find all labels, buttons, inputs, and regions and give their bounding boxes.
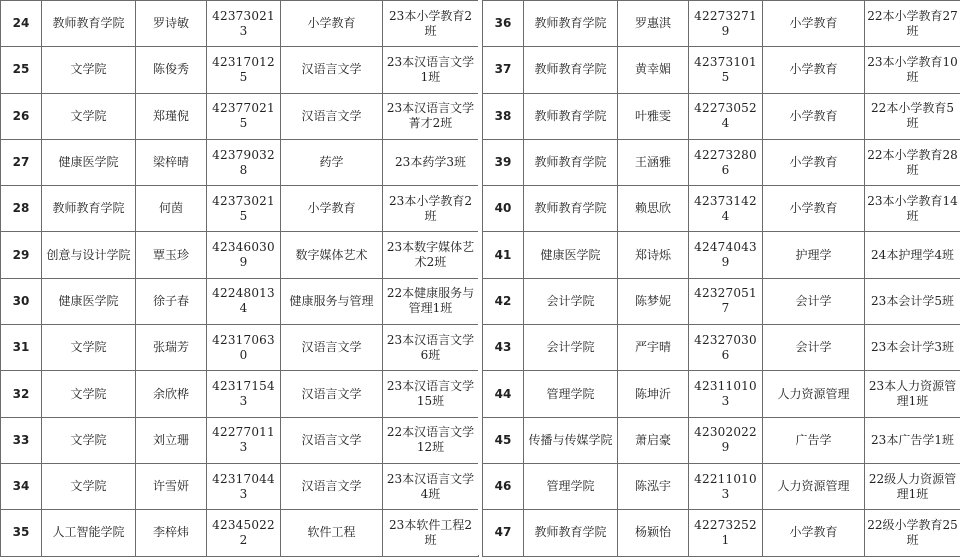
major-cell: 小学教育 [763, 93, 865, 139]
major-cell: 汉语言文学 [281, 463, 383, 509]
student-name-cell: 陈坤沂 [618, 371, 689, 417]
table-row [483, 139, 960, 185]
student-name-cell: 何茵 [136, 186, 207, 232]
class-cell: 23本小学教育10班 [865, 47, 960, 93]
row-number-cell: 29 [1, 232, 42, 278]
class-cell: 22本小学教育28班 [865, 139, 960, 185]
college-cell: 会计学院 [524, 278, 618, 324]
row-number-cell: 27 [1, 139, 42, 185]
row-number-cell: 39 [483, 139, 524, 185]
student-name-cell: 陈泓宇 [618, 463, 689, 509]
major-cell: 小学教育 [763, 186, 865, 232]
class-cell: 23本汉语言文学4班 [383, 463, 479, 509]
row-number-cell: 30 [1, 278, 42, 324]
college-cell: 教师教育学院 [524, 93, 618, 139]
major-cell: 药学 [281, 139, 383, 185]
table-row [483, 371, 960, 417]
student-name-cell: 梁梓晴 [136, 139, 207, 185]
student-name-cell: 郑诗烁 [618, 232, 689, 278]
student-id-cell: 423731015 [689, 47, 763, 93]
student-id-cell: 422480134 [207, 278, 281, 324]
student-name-cell: 严宇晴 [618, 325, 689, 371]
student-name-cell: 杨颖怡 [618, 510, 689, 556]
college-cell: 教师教育学院 [524, 47, 618, 93]
class-cell: 22本健康服务与管理1班 [383, 278, 479, 324]
student-name-cell: 刘立珊 [136, 417, 207, 463]
student-id-cell: 423730213 [207, 1, 281, 47]
major-cell: 人力资源管理 [763, 371, 865, 417]
student-id-cell: 423270306 [689, 325, 763, 371]
table-row [1, 510, 479, 556]
table-row [483, 1, 960, 47]
table-row [483, 417, 960, 463]
row-number-cell: 34 [1, 463, 42, 509]
table-row [1, 463, 479, 509]
student-id-cell: 423170125 [207, 47, 281, 93]
table-row [1, 232, 479, 278]
college-cell: 教师教育学院 [524, 510, 618, 556]
major-cell: 汉语言文学 [281, 93, 383, 139]
table-row [1, 325, 479, 371]
student-id-cell: 423450222 [207, 510, 281, 556]
class-cell: 23本小学教育2班 [383, 186, 479, 232]
major-cell: 小学教育 [763, 510, 865, 556]
class-cell: 23本软件工程2班 [383, 510, 479, 556]
major-cell: 会计学 [763, 325, 865, 371]
major-cell: 小学教育 [763, 1, 865, 47]
college-cell: 文学院 [42, 47, 136, 93]
student-name-cell: 覃玉珍 [136, 232, 207, 278]
college-cell: 教师教育学院 [524, 1, 618, 47]
student-id-cell: 424740439 [689, 232, 763, 278]
college-cell: 传播与传媒学院 [524, 417, 618, 463]
student-name-cell: 叶雅雯 [618, 93, 689, 139]
major-cell: 小学教育 [763, 139, 865, 185]
student-name-cell: 李梓炜 [136, 510, 207, 556]
row-number-cell: 24 [1, 1, 42, 47]
class-cell: 23本小学教育2班 [383, 1, 479, 47]
college-cell: 管理学院 [524, 463, 618, 509]
college-cell: 健康医学院 [524, 232, 618, 278]
student-name-cell: 赖思欣 [618, 186, 689, 232]
student-name-cell: 余欣桦 [136, 371, 207, 417]
row-number-cell: 46 [483, 463, 524, 509]
student-id-cell: 423460309 [207, 232, 281, 278]
college-cell: 人工智能学院 [42, 510, 136, 556]
row-number-cell: 25 [1, 47, 42, 93]
table-row [483, 325, 960, 371]
student-name-cell: 许雪妍 [136, 463, 207, 509]
table-row [1, 47, 479, 93]
table-row [483, 463, 960, 509]
row-number-cell: 41 [483, 232, 524, 278]
class-cell: 23本人力资源管理1班 [865, 371, 960, 417]
row-number-cell: 47 [483, 510, 524, 556]
major-cell: 护理学 [763, 232, 865, 278]
table-row [483, 232, 960, 278]
table-row [1, 278, 479, 324]
class-cell: 22级人力资源管理1班 [865, 463, 960, 509]
student-id-cell: 423731424 [689, 186, 763, 232]
table-row [1, 93, 479, 139]
college-cell: 教师教育学院 [524, 186, 618, 232]
row-number-cell: 37 [483, 47, 524, 93]
student-id-cell: 423770215 [207, 93, 281, 139]
student-id-cell: 422732806 [689, 139, 763, 185]
class-cell: 23本会计学5班 [865, 278, 960, 324]
class-cell: 23本数字媒体艺术2班 [383, 232, 479, 278]
table-row [483, 186, 960, 232]
student-name-cell: 黄幸媚 [618, 47, 689, 93]
row-number-cell: 35 [1, 510, 42, 556]
table-row [1, 139, 479, 185]
table-row [1, 186, 479, 232]
student-id-cell: 423790328 [207, 139, 281, 185]
student-id-cell: 423171543 [207, 371, 281, 417]
college-cell: 教师教育学院 [524, 139, 618, 185]
college-cell: 文学院 [42, 325, 136, 371]
row-number-cell: 40 [483, 186, 524, 232]
student-id-cell: 423270517 [689, 278, 763, 324]
row-number-cell: 32 [1, 371, 42, 417]
major-cell: 会计学 [763, 278, 865, 324]
major-cell: 汉语言文学 [281, 417, 383, 463]
student-name-cell: 萧启豪 [618, 417, 689, 463]
college-cell: 创意与设计学院 [42, 232, 136, 278]
class-cell: 23本汉语言文学1班 [383, 47, 479, 93]
college-cell: 健康医学院 [42, 139, 136, 185]
roster-table-right [482, 0, 960, 557]
major-cell: 汉语言文学 [281, 325, 383, 371]
row-number-cell: 36 [483, 1, 524, 47]
class-cell: 22级小学教育25班 [865, 510, 960, 556]
major-cell: 汉语言文学 [281, 371, 383, 417]
table-row [483, 93, 960, 139]
class-cell: 23本会计学3班 [865, 325, 960, 371]
major-cell: 数字媒体艺术 [281, 232, 383, 278]
row-number-cell: 33 [1, 417, 42, 463]
student-id-cell: 423170443 [207, 463, 281, 509]
row-number-cell: 42 [483, 278, 524, 324]
major-cell: 健康服务与管理 [281, 278, 383, 324]
table-row [1, 1, 479, 47]
student-id-cell: 422732719 [689, 1, 763, 47]
student-name-cell: 郑瑾倪 [136, 93, 207, 139]
student-id-cell: 423730215 [207, 186, 281, 232]
student-id-cell: 422110103 [689, 463, 763, 509]
student-id-cell: 423020229 [689, 417, 763, 463]
class-cell: 24本护理学4班 [865, 232, 960, 278]
student-name-cell: 陈梦妮 [618, 278, 689, 324]
major-cell: 广告学 [763, 417, 865, 463]
row-number-cell: 28 [1, 186, 42, 232]
table-row [1, 417, 479, 463]
row-number-cell: 44 [483, 371, 524, 417]
college-cell: 文学院 [42, 417, 136, 463]
college-cell: 会计学院 [524, 325, 618, 371]
class-cell: 23本汉语言文学6班 [383, 325, 479, 371]
table-row [483, 510, 960, 556]
roster-table-left [0, 0, 479, 557]
table-row [483, 278, 960, 324]
class-cell: 22本小学教育27班 [865, 1, 960, 47]
college-cell: 教师教育学院 [42, 1, 136, 47]
table-row [1, 371, 479, 417]
class-cell: 22本小学教育5班 [865, 93, 960, 139]
student-id-cell: 423110103 [689, 371, 763, 417]
college-cell: 文学院 [42, 93, 136, 139]
roster-table-left-body [1, 1, 479, 557]
student-name-cell: 陈俊秀 [136, 47, 207, 93]
major-cell: 软件工程 [281, 510, 383, 556]
class-cell: 23本广告学1班 [865, 417, 960, 463]
major-cell: 小学教育 [763, 47, 865, 93]
major-cell: 小学教育 [281, 1, 383, 47]
row-number-cell: 43 [483, 325, 524, 371]
college-cell: 教师教育学院 [42, 186, 136, 232]
class-cell: 23本药学3班 [383, 139, 479, 185]
table-row [483, 47, 960, 93]
class-cell: 23本小学教育14班 [865, 186, 960, 232]
college-cell: 文学院 [42, 463, 136, 509]
major-cell: 汉语言文学 [281, 47, 383, 93]
student-id-cell: 422730524 [689, 93, 763, 139]
college-cell: 健康医学院 [42, 278, 136, 324]
row-number-cell: 38 [483, 93, 524, 139]
student-name-cell: 罗惠淇 [618, 1, 689, 47]
college-cell: 管理学院 [524, 371, 618, 417]
student-id-cell: 423170630 [207, 325, 281, 371]
row-number-cell: 45 [483, 417, 524, 463]
row-number-cell: 31 [1, 325, 42, 371]
student-name-cell: 罗诗敏 [136, 1, 207, 47]
class-cell: 23本汉语言文学15班 [383, 371, 479, 417]
student-name-cell: 王涵雅 [618, 139, 689, 185]
class-cell: 22本汉语言文学12班 [383, 417, 479, 463]
row-number-cell: 26 [1, 93, 42, 139]
student-id-cell: 422770113 [207, 417, 281, 463]
college-cell: 文学院 [42, 371, 136, 417]
major-cell: 小学教育 [281, 186, 383, 232]
class-cell: 23本汉语言文学菁才2班 [383, 93, 479, 139]
major-cell: 人力资源管理 [763, 463, 865, 509]
student-name-cell: 张瑞芳 [136, 325, 207, 371]
student-name-cell: 徐子春 [136, 278, 207, 324]
student-id-cell: 422732521 [689, 510, 763, 556]
roster-table-right-body [483, 1, 960, 557]
